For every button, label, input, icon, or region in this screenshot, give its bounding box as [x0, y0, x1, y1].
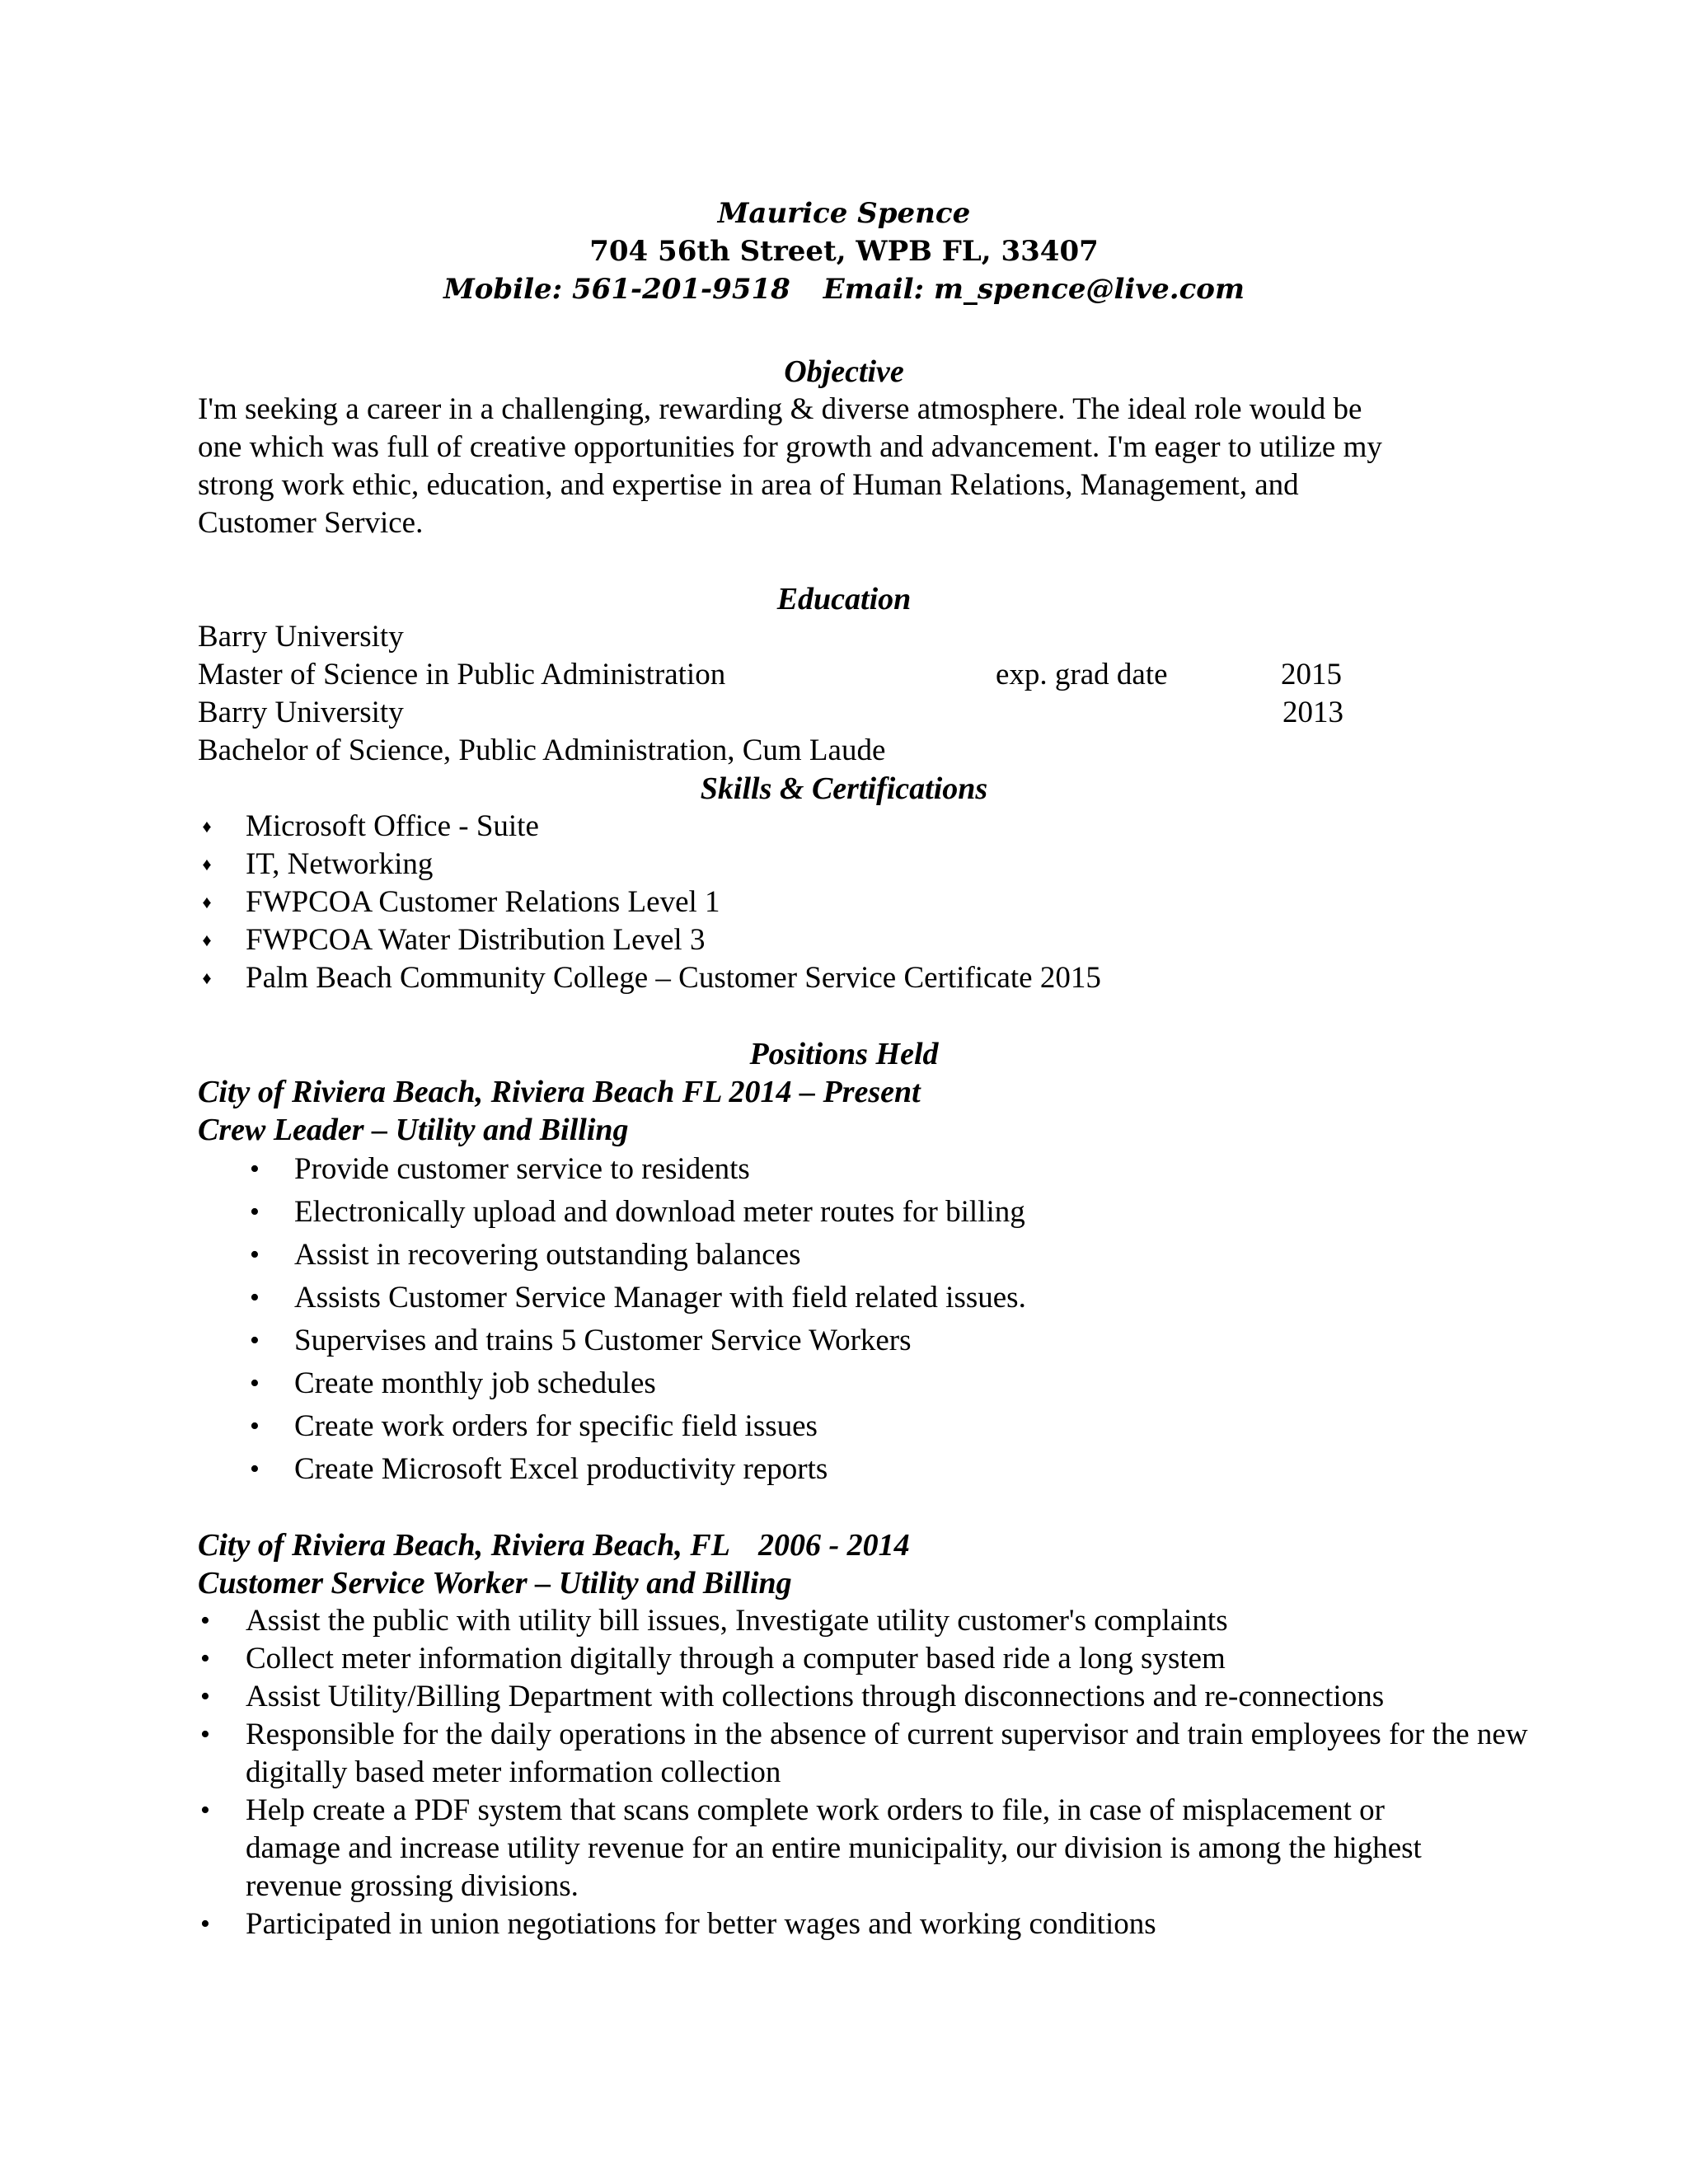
diamond-bullet-icon: ♦ — [202, 854, 212, 874]
bullet-icon: • — [250, 1368, 260, 1399]
email-address: Email: m_spence@live.com — [823, 273, 1245, 306]
bullet-icon: • — [200, 1643, 210, 1674]
duty-text: Collect meter information digitally through a computer based ride a long system — [246, 1642, 1226, 1675]
skill-text: Palm Beach Community College – Customer Service Certificate 2015 — [246, 961, 1101, 995]
objective-heading: Objective — [784, 354, 904, 389]
bullet-icon: • — [250, 1154, 260, 1184]
duty-text: Participated in union negotiations for better wages and working conditions — [246, 1907, 1156, 1941]
diamond-bullet-icon: ♦ — [202, 816, 212, 837]
duty-text: Assist Utility/Billing Department with collections through disconnections and re-connections — [246, 1680, 1385, 1713]
education-school: Barry University — [198, 696, 404, 729]
candidate-address: 704 56th Street, WPB FL, 33407 — [589, 235, 1099, 268]
contact-line — [0, 270, 1688, 308]
duty-text: Electronically upload and download meter routes for billing — [294, 1195, 1025, 1229]
bullet-icon: • — [250, 1325, 260, 1356]
duty-text: Assist in recovering outstanding balances — [294, 1238, 801, 1272]
education-degree: Master of Science in Public Administration — [198, 658, 726, 691]
duty-text: Assists Customer Service Manager with field related issues. — [294, 1281, 1026, 1315]
objective-line: I'm seeking a career in a challenging, rewarding & diverse atmosphere. The ideal role would be — [198, 392, 1362, 426]
skill-text: FWPCOA Customer Relations Level 1 — [246, 885, 720, 919]
bullet-icon: • — [250, 1454, 260, 1484]
duty-text: Assist the public with utility bill issues, Investigate utility customer's complaints — [246, 1604, 1228, 1638]
candidate-name: Maurice Spence — [717, 197, 971, 230]
duty-text: Create work orders for specific field issues — [294, 1409, 818, 1443]
education-school: Barry University — [198, 620, 404, 654]
bullet-icon: • — [200, 1681, 210, 1712]
job-role: Customer Service Worker – Utility and Billing — [198, 1566, 792, 1601]
education-year: 2015 — [1281, 658, 1342, 691]
mobile-number: Mobile: 561-201-9518 — [443, 273, 790, 306]
education-heading: Education — [776, 582, 912, 616]
job-employer — [198, 1526, 910, 1564]
objective-line: one which was full of creative opportunities for growth and advancement. I'm eager to utilize my — [198, 430, 1382, 464]
bullet-icon: • — [200, 1719, 210, 1750]
duty-text: Help create a PDF system that scans complete work orders to file, in case of misplacement or damage and increase utility revenue for an entire municipality, our division is among the highest revenue grossing divisions. — [246, 1793, 1422, 1903]
skill-text: Microsoft Office - Suite — [246, 809, 539, 843]
education-year: 2013 — [1282, 696, 1343, 729]
diamond-bullet-icon: ♦ — [202, 892, 212, 912]
duty-text: Create monthly job schedules — [294, 1366, 656, 1400]
objective-line: Customer Service. — [198, 506, 424, 540]
job-role: Crew Leader – Utility and Billing — [198, 1113, 629, 1147]
bullet-icon: • — [250, 1240, 260, 1270]
skills-heading: Skills & Certifications — [700, 771, 988, 806]
duty-text: Responsible for the daily operations in the absence of current supervisor and train employees for the new digitally based meter information collection — [246, 1718, 1528, 1789]
duty-text: Create Microsoft Excel productivity reports — [294, 1452, 828, 1486]
job-employer-name: City of Riviera Beach, Riviera Beach, FL — [198, 1528, 730, 1563]
education-degree: Bachelor of Science, Public Administration, Cum Laude — [198, 733, 886, 767]
bullet-icon: • — [200, 1605, 210, 1636]
job-employer: City of Riviera Beach, Riviera Beach FL 2014 – Present — [198, 1075, 921, 1109]
duty-text: Supervises and trains 5 Customer Service Workers — [294, 1324, 912, 1357]
skill-text: IT, Networking — [246, 847, 434, 881]
positions-heading: Positions Held — [749, 1037, 939, 1071]
skill-text: FWPCOA Water Distribution Level 3 — [246, 923, 706, 957]
bullet-icon: • — [250, 1282, 260, 1313]
duty-text: Provide customer service to residents — [294, 1152, 750, 1186]
education-date-label: exp. grad date — [996, 658, 1168, 691]
diamond-bullet-icon: ♦ — [202, 968, 212, 988]
bullet-icon: • — [250, 1197, 260, 1227]
bullet-icon: • — [200, 1909, 210, 1939]
bullet-icon: • — [250, 1411, 260, 1441]
diamond-bullet-icon: ♦ — [202, 930, 212, 950]
job-dates: 2006 - 2014 — [757, 1528, 910, 1563]
objective-line: strong work ethic, education, and expertise in area of Human Relations, Management, and — [198, 468, 1299, 502]
bullet-icon: • — [200, 1795, 210, 1825]
